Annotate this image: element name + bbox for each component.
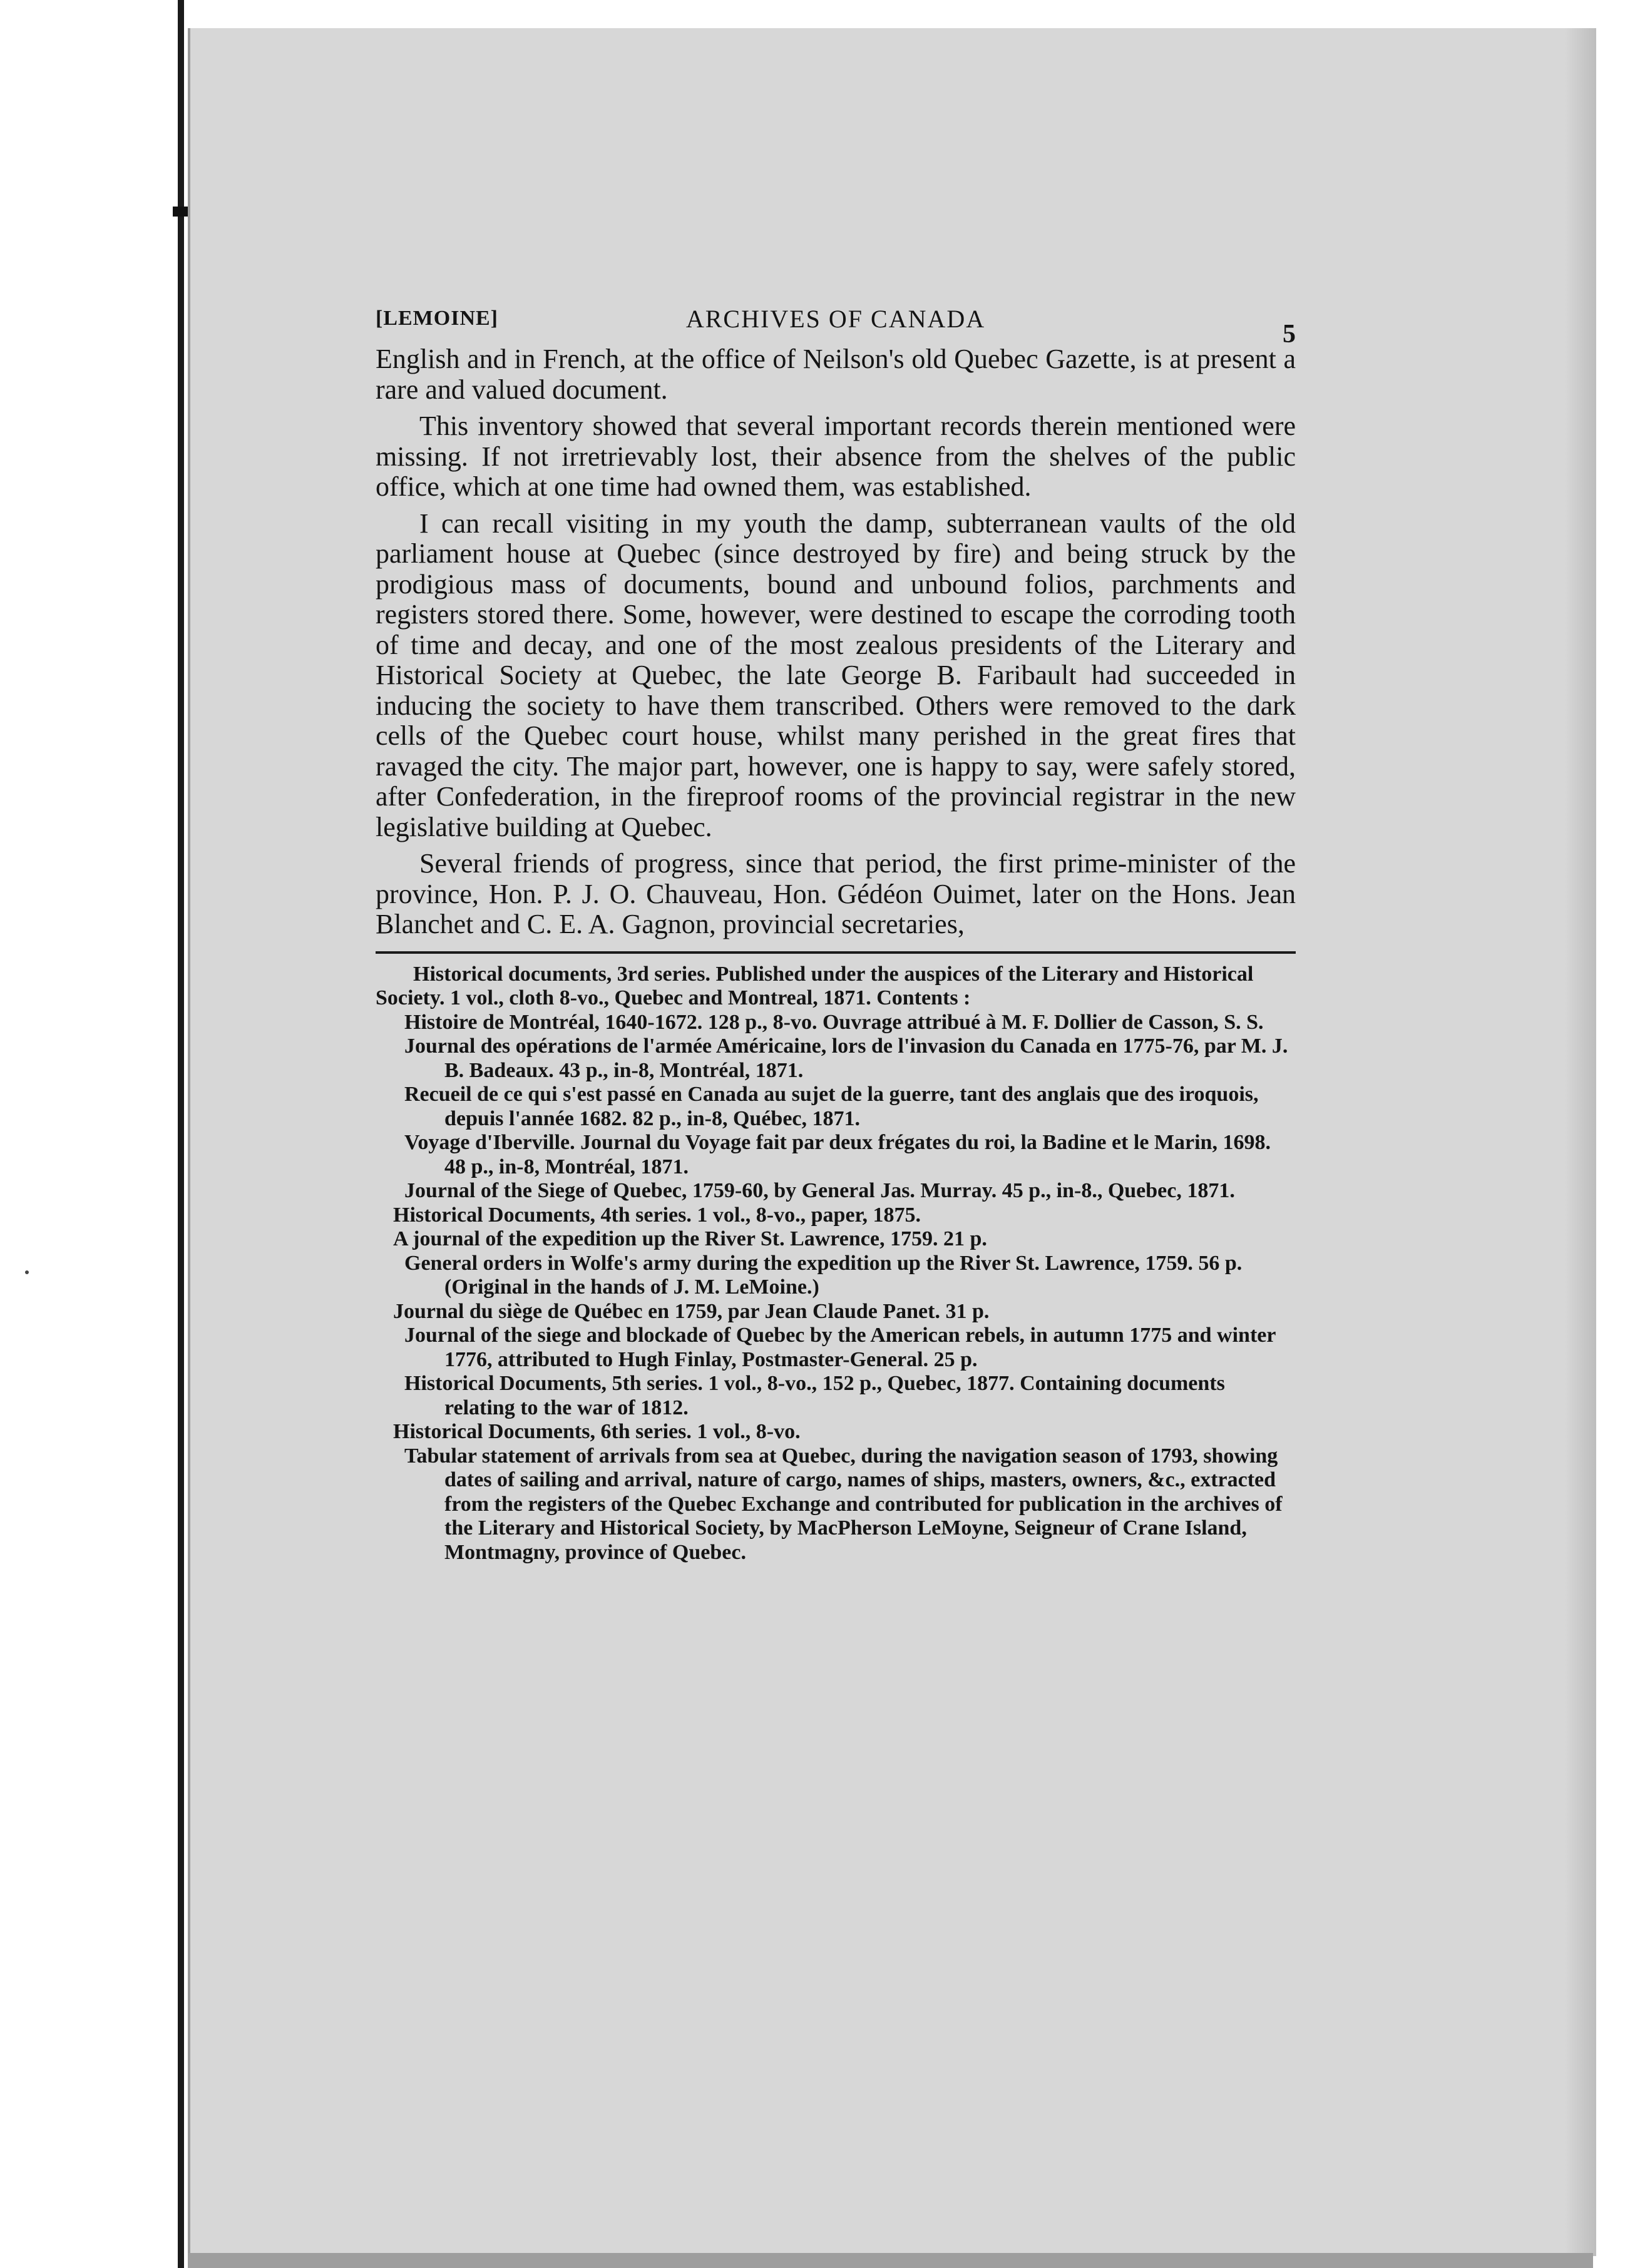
- running-head-title: ARCHIVES OF CANADA: [685, 305, 986, 333]
- binding-mark: [173, 207, 189, 217]
- footnote-entry: Historical Documents, 6th series. 1 vol., 8-vo.: [393, 1420, 801, 1443]
- footnote-entry: Recueil de ce qui s'est passé en Canada au sujet de la guerre, tant des anglais que des iroquois, depuis l'année 1682. 82 p., in-8, Québec, 1871.: [404, 1083, 1259, 1130]
- footnote-entry: Historical Documents, 4th series. 1 vol., 8-vo., paper, 1875.: [393, 1203, 921, 1227]
- paragraph: This inventory showed that several important records therein mentioned were missing. If not irretrievably lost, their absence from the shelves of the public office, which at one time had owned them, was established.: [376, 411, 1296, 502]
- binding-edge: [178, 0, 184, 2268]
- paragraph: I can recall visiting in my youth the damp, subterranean vaults of the old parliament house at Quebec (since destroyed by fire) and being struck by the prodigious mass of documents, bound and unbound folios, parchments and registers stored there. Some, however, were destined to escape the corroding tooth of time and decay, and one of the most zealous presidents of the Literary and Historical Society at Quebec, the late George B. Faribault had succeeded in inducing the society to have them transcribed. Others were removed to the dark cells of the Quebec court house, whilst many perished in the great fires that ravaged the city. The major part, however, one is happy to say, were safely stored, after Confederation, in the fireproof rooms of the provincial registrar in the new legislative building at Quebec.: [376, 508, 1296, 842]
- scan-speck: [25, 1270, 29, 1274]
- paragraph: Several friends of progress, since that period, the first prime-minister of the province, Hon. P. J. O. Chauveau, Hon. Gédéon Ouimet, later on the Hons. Jean Blanchet and C. E. A. Gagnon, provincial secretaries,: [376, 848, 1296, 939]
- footnote-entry: Historical Documents, 5th series. 1 vol., 8-vo., 152 p., Quebec, 1877. Containing documents relating to the war of 1812.: [404, 1372, 1225, 1419]
- footnote-entry: Tabular statement of arrivals from sea at Quebec, during the navigation season of 1793, showing dates of sailing and arrival, nature of cargo, names of ships, masters, owners, &c., extracted from the registers of the Quebec Exchange and contributed for publication in the archives of the Literary and Historical Society, by MacPherson LeMoyne, Seigneur of Crane Island, Montmagny, province of Quebec.: [404, 1444, 1283, 1564]
- page-number: 5: [1283, 320, 1296, 349]
- footnote-entry: Journal of the Siege of Quebec, 1759-60, by General Jas. Murray. 45 p., in-8., Quebec, 1871.: [404, 1179, 1235, 1202]
- footnote-entry: General orders in Wolfe's army during the expedition up the River St. Lawrence, 1759. 56 p. (Original in the hands of J. M. LeMoine.): [404, 1251, 1243, 1299]
- footnote-entry: Histoire de Montréal, 1640-1672. 128 p., 8-vo. Ouvrage attribué à M. F. Dollier de Casson, S. S.: [404, 1010, 1264, 1034]
- footnote-entry: Journal du siège de Québec en 1759, par Jean Claude Panet. 31 p.: [393, 1299, 990, 1323]
- footnote-entry: Historical documents, 3rd series. Published under the auspices of the Literary and Historical Society. 1 vol., cloth 8-vo., Quebec and Montreal, 1871. Contents :: [376, 962, 1254, 1009]
- page-text-block: [376, 300, 1296, 1565]
- running-head: [376, 300, 1296, 349]
- running-head-author: [LEMOINE]: [376, 307, 498, 330]
- footnote-rule: [376, 951, 1296, 954]
- footnotes: [376, 963, 1296, 1565]
- footnote-entry: Journal of the siege and blockade of Quebec by the American rebels, in autumn 1775 and winter 1776, attributed to Hugh Finlay, Postmaster-General. 25 p.: [404, 1324, 1276, 1371]
- page-shadow: [1565, 28, 1596, 2256]
- page-bottom-edge: [188, 2253, 1593, 2268]
- footnote-entry: Voyage d'Iberville. Journal du Voyage fait par deux frégates du roi, la Badine et le Marin, 1698. 48 p., in-8, Montréal, 1871.: [404, 1131, 1271, 1178]
- footnote-entry: A journal of the expedition up the River St. Lawrence, 1759. 21 p.: [393, 1227, 987, 1250]
- body-text: [376, 344, 1296, 940]
- paragraph-continued: English and in French, at the office of Neilson's old Quebec Gazette, is at present a rare and valued document.: [376, 344, 1296, 405]
- footnote-entry: Journal des opérations de l'armée Américaine, lors de l'invasion du Canada en 1775-76, par M. J. B. Badeaux. 43 p., in-8, Montréal, 1871.: [404, 1034, 1288, 1082]
